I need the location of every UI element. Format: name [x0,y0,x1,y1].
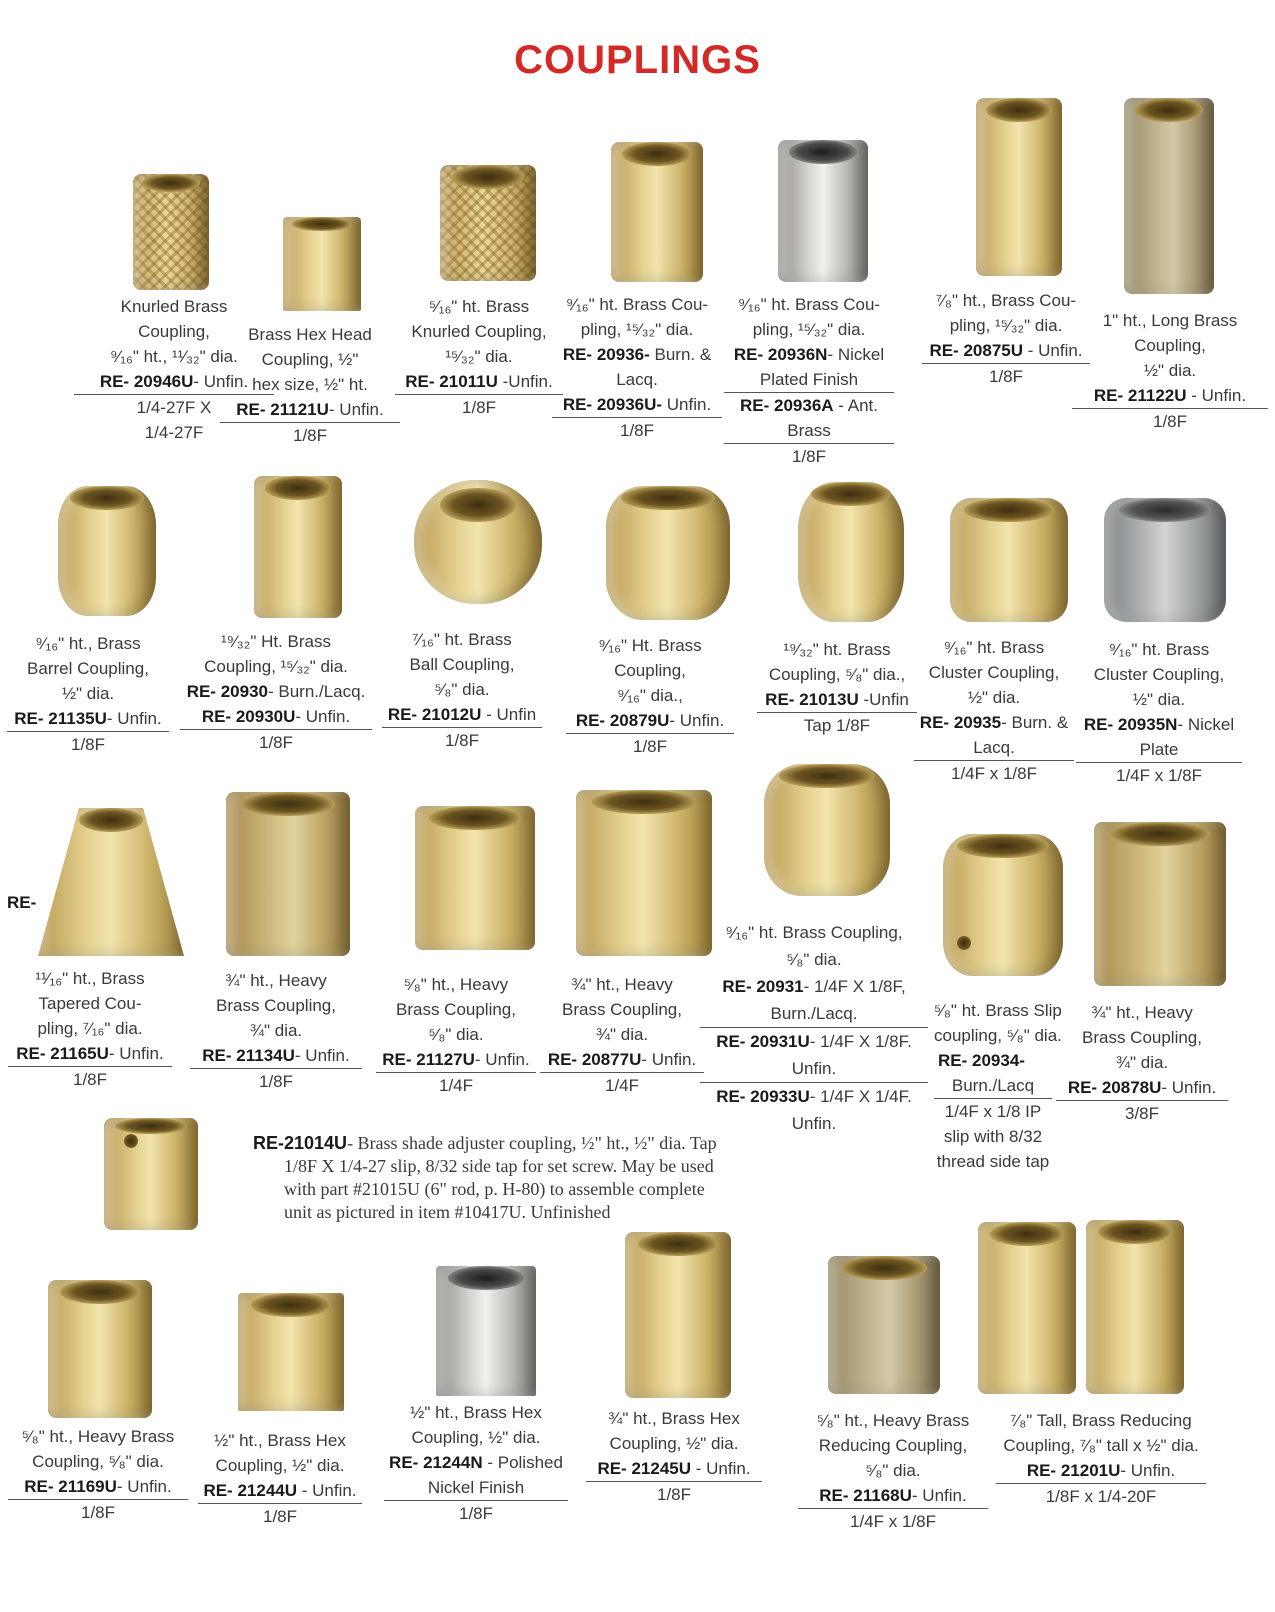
part-number-row: RE- 21165U- Unfin. [8,1041,172,1067]
thread-spec: 1/4-27F [144,423,204,442]
item-caption [1076,637,1242,788]
caption-line: ⁹⁄₁₆" ht. Brass Cou- [565,295,709,314]
item-caption [996,1408,1206,1509]
caption-line: Knurled Coupling, [411,322,547,341]
part-number-row: RE- 21135U- Unfin. [7,706,169,732]
part-number-row: RE- 20936A - Ant. [740,396,878,415]
item-caption [700,919,928,1137]
part-number-row: RE- 21245U - Unfin. [586,1456,762,1482]
caption-line: ¾" ht., Heavy [1091,1003,1193,1022]
thread-spec: 3/8F [1124,1104,1160,1123]
caption-line: Coupling, ⁵⁄₈" dia., [768,665,906,684]
caption-line: ¾" dia. [249,1021,303,1040]
item-caption [8,1424,188,1525]
thread-spec: 1/8F [80,1503,116,1522]
item-caption [798,1408,988,1534]
cluster-coupling-image [950,498,1068,622]
item-caption [757,637,917,738]
thread-spec: 1/8F [444,731,480,750]
knurled-coupling-image [440,165,536,281]
thread-spec: 1/8F [70,735,106,754]
heavy-coupling-image [1094,822,1226,986]
heavy-coupling-image [226,792,350,956]
caption-line: ⁵⁄₈" ht., Heavy [403,975,509,994]
heavy-coupling-image [415,806,535,950]
caption-line: Coupling, ¹⁵⁄₃₂" dia. [204,657,348,676]
shade-adjuster-coupling-image [104,1118,198,1230]
knurled-coupling-image [133,174,209,290]
part-number-row: RE- 21011U -Unfin. [395,369,563,395]
part-number-row: RE- 20878U- Unfin. [1056,1075,1228,1101]
caption-line: ½" dia. [61,684,115,703]
thread-spec: 1/8F [72,1070,108,1089]
caption-line: ⁹⁄₁₆" Ht. Brass [598,636,702,655]
thread-spec: 1/8F [632,737,668,756]
caption-line: ⁷⁄₈" ht., Brass Cou- [935,291,1077,310]
part-number-row: RE- 20931- 1/4F X 1/8F, [722,977,906,996]
part-number-row: RE- 20930U- Unfin. [180,704,372,730]
item-caption [198,1428,362,1529]
part-number-row: RE- 20879U- Unfin. [566,708,734,734]
caption-line: Coupling, ⁵⁄₈" dia. [32,1452,164,1471]
caption-line: ⁵⁄₈" ht. Brass Slip [934,1001,1062,1020]
item-caption [395,294,563,420]
barrel-coupling-image [58,486,156,616]
item-caption [552,292,722,443]
caption-line: ½" dia. [967,688,1021,707]
caption-line: hex size, ½" ht. [252,375,368,394]
reducing-coupling-image [828,1256,940,1394]
nickel-hex-coupling-image [436,1266,536,1396]
caption-line: Cluster Coupling, [1093,665,1225,684]
ball-coupling-image [414,480,542,604]
caption-line: ⁹⁄₁₆" ht., ¹¹⁄₃₂" dia. [110,347,238,366]
caption-line: 1" ht., Long Brass [1102,311,1238,330]
brass-coupling-image [976,98,1062,276]
thread-spec: 1/4-27F X [136,398,212,417]
part-number-row: RE- 20936U- Unfin. [552,392,722,418]
thread-spec: 1/8F [791,447,827,466]
caption-line: Ball Coupling, [409,655,515,674]
caption-line: pling, ¹⁵⁄₃₂" dia. [949,316,1063,335]
caption-line: Lacq. [914,735,1074,761]
thread-spec: 1/8F [258,1072,294,1091]
caption-line: Brass [724,418,894,444]
item-caption [1072,308,1268,434]
thread-spec: 1/4F x 1/8 IP [944,1102,1042,1121]
thread-spec: 1/8F [458,1504,494,1523]
part-number-row: RE- 21012U - Unfin [382,702,542,728]
caption-line: Reducing Coupling, [818,1436,968,1455]
caption-line: Tapered Cou- [38,994,142,1013]
item-caption [934,998,1062,1174]
caption-line: ½" ht., Brass Hex [214,1431,346,1450]
item-caption [8,966,172,1092]
item-caption [384,1400,568,1526]
item-caption [190,968,362,1094]
thread-spec: 1/8F [292,426,328,445]
set-screw-hole-icon [124,1134,138,1148]
caption-line: ¹¹⁄₁₆" ht., Brass [35,969,145,988]
caption-line: Burn./Lacq. [700,1000,928,1028]
description-line: RE-21014U- Brass shade adjuster coupling, ½" ht., ½" dia. Tap [253,1133,717,1153]
item-caption [382,627,542,753]
caption-line: Coupling, [614,661,686,680]
set-screw-hole-icon [957,936,971,950]
caption-line: ⁵⁄₈" dia. [434,680,490,699]
caption-line: Brass Coupling, [395,1000,516,1019]
caption-line: ½" dia. [1132,690,1186,709]
part-number-row: RE- 21122U - Unfin. [1072,383,1268,409]
item-caption [724,292,894,469]
part-number-row: RE- 20936N- Nickel [733,345,885,364]
brass-coupling-image [606,486,730,620]
heavy-coupling-image [48,1280,152,1418]
part-number-row: RE- 20877U- Unfin. [540,1047,704,1073]
caption-line: Unfin. [700,1055,928,1083]
thread-spec: 1/4F x 1/8F [850,1512,936,1531]
thread-spec: thread side tap [936,1152,1050,1171]
shade-adjuster-description [253,1132,743,1224]
thread-spec: 1/4F x 1/8F [951,764,1037,783]
caption-line: ⁵⁄₈" dia. [786,950,842,969]
part-number-row: RE- 20936- Burn. & [562,345,712,364]
caption-line: ¾" ht., Brass Hex [608,1409,740,1428]
part-number-row: RE- 20933U- 1/4F X 1/4F. [716,1087,912,1106]
part-number-row: RE- 21169U- Unfin. [8,1474,188,1500]
hex-coupling-image [238,1293,344,1411]
hex-coupling-image [283,217,361,311]
brass-coupling-image [254,476,342,618]
description-line: with part #21015U (6" rod, p. H-80) to assemble complete [284,1179,705,1199]
part-number-row: RE- 20934- [938,1051,1025,1070]
thread-spec: slip with 8/32 [943,1127,1043,1146]
caption-line: ¾" ht., Heavy [225,971,327,990]
part-number-row: RE- 20875U - Unfin. [922,338,1090,364]
caption-line: Coupling, [138,322,210,341]
item-caption [914,635,1074,786]
caption-line: Coupling, [1134,336,1206,355]
item-caption [586,1406,762,1507]
heavy-coupling-image [576,790,712,956]
caption-line: Knurled Brass [120,297,228,316]
caption-line: ¹⁹⁄₃₂" Ht. Brass [221,632,331,651]
thread-spec: 1/8F [1152,412,1188,431]
caption-line: Barrel Coupling, [27,659,149,678]
caption-line: Plate [1076,737,1242,763]
caption-line: ⁹⁄₁₆" dia., [617,686,683,705]
caption-line: Burn./Lacq [934,1073,1052,1099]
reducing-coupling-image [1086,1220,1184,1394]
reducing-coupling-image [978,1222,1076,1394]
caption-line: coupling, ⁵⁄₈" dia. [934,1026,1062,1045]
caption-line: ⁷⁄₁₆" ht. Brass [412,630,512,649]
thread-spec: 1/8F [461,398,497,417]
caption-line: ⁹⁄₁₆" ht. Brass [943,638,1045,657]
part-number-row: RE- 21244U - Unfin. [198,1478,362,1504]
part-number-row: RE- 21134U- Unfin. [190,1043,362,1069]
stray-re-label: RE- [7,893,37,912]
item-caption [1056,1000,1228,1126]
caption-line: ⁹⁄₁₆" ht. Brass [1108,640,1210,659]
caption-line: Coupling, ½" dia. [411,1428,541,1447]
item-caption [220,322,400,448]
caption-line: Coupling, ½" dia. [609,1434,739,1453]
part-number-row: RE- 21127U- Unfin. [376,1047,536,1073]
long-brass-coupling-image [1124,98,1214,294]
brass-coupling-image [798,482,904,622]
caption-line: Brass Coupling, [1081,1028,1202,1047]
item-caption [376,972,536,1098]
caption-line: pling, ¹⁵⁄₃₂" dia. [580,320,694,339]
thread-spec: Tap 1/8F [803,716,871,735]
thread-spec: 1/4F [604,1076,640,1095]
caption-line: ½" dia. [1143,361,1197,380]
caption-line: ¹⁵⁄₃₂" dia. [445,347,513,366]
caption-line: ¹⁹⁄₃₂" ht. Brass [783,640,891,659]
caption-line: ½" ht., Brass Hex [410,1403,542,1422]
thread-spec: 1/4F x 1/8F [1116,766,1202,785]
caption-line: ⁹⁄₁₆" ht., Brass [35,634,141,653]
thread-spec: 1/8F [619,421,655,440]
part-number-row: RE- 21121U- Unfin. [220,397,400,423]
caption-line: Coupling, ½" [261,350,359,369]
part-number-row: RE- 20930- Burn./Lacq. [186,682,366,701]
caption-line: ⁵⁄₈" ht., Heavy Brass [21,1427,175,1446]
caption-line: Plated Finish [724,367,894,393]
caption-line: ⁵⁄₈" dia. [865,1461,921,1480]
thread-spec: 1/8F x 1/4-20F [1045,1487,1157,1506]
thread-spec: 1/8F [656,1485,692,1504]
caption-line: Brass Coupling, [215,996,336,1015]
caption-line: Brass Coupling, [561,1000,682,1019]
brass-coupling-image [611,142,703,282]
caption-line: Nickel Finish [384,1475,568,1501]
caption-line: ⁹⁄₁₆" ht. Brass Cou- [737,295,881,314]
item-caption [922,288,1090,389]
thread-spec: 1/8F [262,1507,298,1526]
brass-coupling-image [764,764,890,896]
caption-line: ¾" ht., Heavy [571,975,673,994]
caption-line: ⁵⁄₈" ht., Heavy Brass [816,1411,970,1430]
part-number-row: RE- 21013U -Unfin [757,687,917,713]
caption-line: ¾" dia. [595,1025,649,1044]
caption-line: pling, ⁷⁄₁₆" dia. [37,1019,143,1038]
item-caption [7,631,169,757]
thread-spec: 1/4F [438,1076,474,1095]
nickel-coupling-image [778,140,868,282]
caption-line: ⁹⁄₁₆" ht. Brass Coupling, [725,923,903,942]
item-caption [540,972,704,1098]
part-number-row: RE- 21201U- Unfin. [996,1458,1206,1484]
tapered-coupling-image [38,808,184,956]
cluster-coupling-nickel-image [1104,498,1226,622]
caption-line: Lacq. [616,370,658,389]
caption-line: Coupling, ½" dia. [215,1456,345,1475]
part-number-row: RE- 21168U- Unfin. [798,1483,988,1509]
item-caption [180,629,372,755]
caption-line: ¾" dia. [1115,1053,1169,1072]
hex-coupling-image [625,1232,731,1398]
thread-spec: 1/8F [988,367,1024,386]
caption-line: Brass Hex Head [248,325,372,344]
thread-spec: 1/8F [258,733,294,752]
description-line: 1/8F X 1/4-27 slip, 8/32 side tap for set screw. May be used [284,1156,714,1176]
part-number-row: RE- 20935- Burn. & [919,713,1069,732]
part-number-row: RE- 21244N - Polished [389,1453,563,1472]
description-line: unit as pictured in item #10417U. Unfinished [284,1202,611,1222]
caption-line: Unfin. [791,1114,837,1133]
caption-line: ⁷⁄₈" Tall, Brass Reducing [1010,1411,1192,1430]
item-caption [566,633,734,759]
caption-line: Cluster Coupling, [928,663,1060,682]
page-title: COUPLINGS [514,38,761,82]
caption-line: ⁵⁄₈" dia. [428,1025,484,1044]
caption-line: Coupling, ⁷⁄₈" tall x ½" dia. [1003,1436,1199,1455]
caption-line: ⁵⁄₁₆" ht. Brass [428,297,530,316]
part-number-row: RE- 20931U- 1/4F X 1/8F. [716,1032,912,1051]
part-number-row: RE- 20935N- Nickel [1083,715,1235,734]
slip-coupling-image [943,834,1063,976]
caption-line: pling, ¹⁵⁄₃₂" dia. [752,320,866,339]
part-number-row: RE- 20946U- Unfin. [74,369,274,395]
